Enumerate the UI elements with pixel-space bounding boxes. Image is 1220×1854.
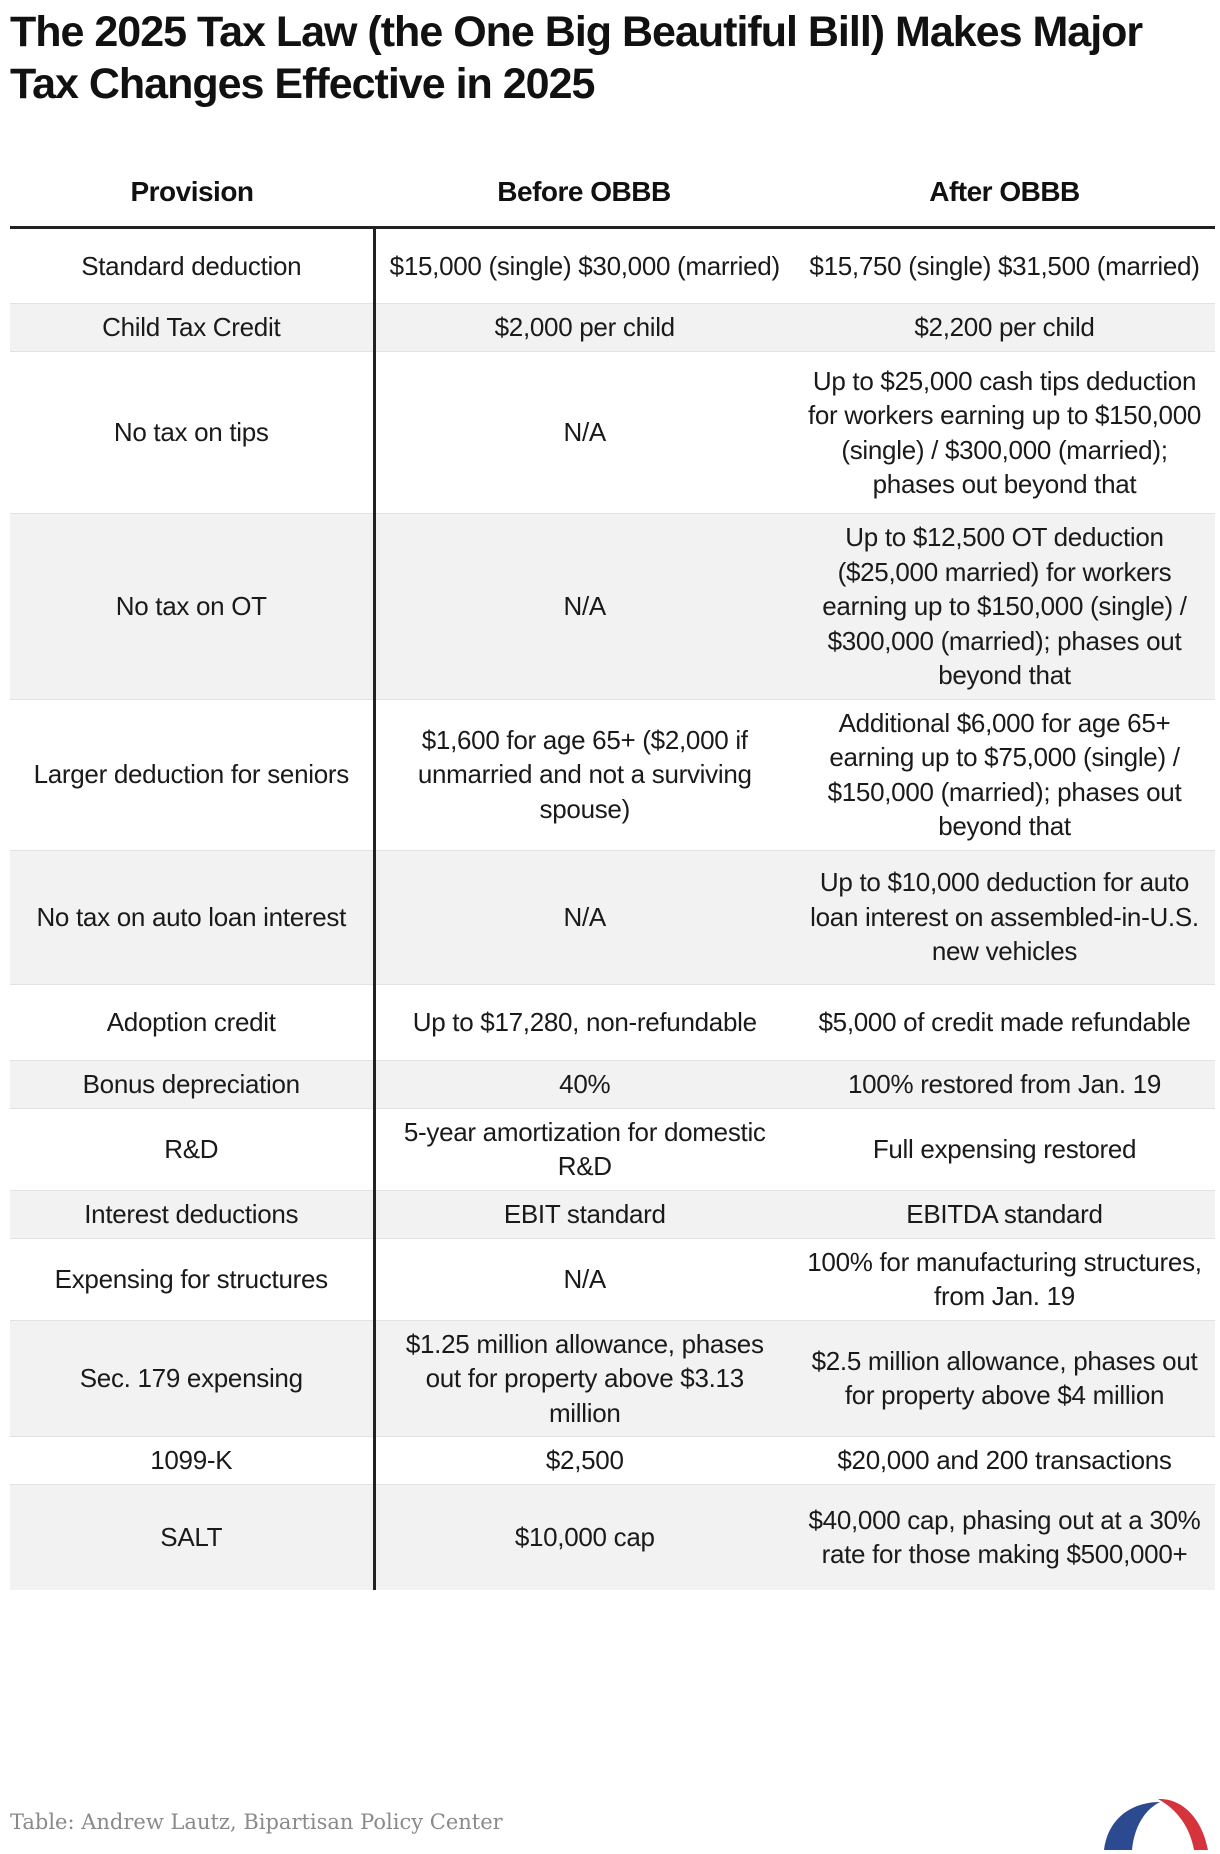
column-header-provision: Provision <box>10 158 374 228</box>
after-cell: $5,000 of credit made refundable <box>794 984 1215 1060</box>
provision-cell: Larger deduction for seniors <box>10 699 374 850</box>
provision-cell: Adoption credit <box>10 984 374 1060</box>
before-cell: $1.25 million allowance, phases out for property above $3.13 million <box>374 1320 794 1437</box>
provision-cell: Sec. 179 expensing <box>10 1320 374 1437</box>
table-row <box>10 984 1215 1060</box>
after-cell: $20,000 and 200 transactions <box>794 1437 1215 1485</box>
table-row <box>10 228 1215 304</box>
before-cell: EBIT standard <box>374 1190 794 1238</box>
table-row <box>10 1485 1215 1590</box>
after-cell: Full expensing restored <box>794 1108 1215 1190</box>
table-row <box>10 1060 1215 1108</box>
after-cell: $2.5 million allowance, phases out for property above $4 million <box>794 1320 1215 1437</box>
after-cell: $40,000 cap, phasing out at a 30% rate for those making $500,000+ <box>794 1485 1215 1590</box>
provision-cell: Interest deductions <box>10 1190 374 1238</box>
tax-changes-table-container <box>10 158 1215 1590</box>
before-cell: $2,000 per child <box>374 304 794 352</box>
provision-cell: No tax on OT <box>10 514 374 700</box>
column-header-after: After OBBB <box>794 158 1215 228</box>
provision-cell: Bonus depreciation <box>10 1060 374 1108</box>
logo-red-arc <box>1158 1799 1208 1850</box>
after-cell: EBITDA standard <box>794 1190 1215 1238</box>
provision-cell: Child Tax Credit <box>10 304 374 352</box>
logo-blue-arc <box>1104 1802 1160 1850</box>
provision-cell: No tax on auto loan interest <box>10 850 374 984</box>
before-cell: 40% <box>374 1060 794 1108</box>
provision-cell: Standard deduction <box>10 228 374 304</box>
table-row <box>10 1238 1215 1320</box>
after-cell: $2,200 per child <box>794 304 1215 352</box>
table-row <box>10 304 1215 352</box>
table-row <box>10 1108 1215 1190</box>
before-cell: 5-year amortization for domestic R&D <box>374 1108 794 1190</box>
tax-changes-table <box>10 158 1215 1590</box>
before-cell: N/A <box>374 514 794 700</box>
bpc-arc-logo-icon <box>1098 1790 1210 1850</box>
provision-cell: Expensing for structures <box>10 1238 374 1320</box>
table-row <box>10 1320 1215 1437</box>
before-cell: N/A <box>374 352 794 514</box>
table-row <box>10 1190 1215 1238</box>
page-title: The 2025 Tax Law (the One Big Beautiful Bill) Makes Major Tax Changes Effective in 2025 <box>10 8 1143 108</box>
provision-cell: No tax on tips <box>10 352 374 514</box>
after-cell: 100% restored from Jan. 19 <box>794 1060 1215 1108</box>
before-cell: $2,500 <box>374 1437 794 1485</box>
after-cell: 100% for manufacturing structures, from Jan. 19 <box>794 1238 1215 1320</box>
after-cell: Additional $6,000 for age 65+ earning up to $75,000 (single) / $150,000 (married); phases out beyond that <box>794 699 1215 850</box>
after-cell: $15,750 (single) $31,500 (married) <box>809 250 1200 281</box>
after-cell: Up to $12,500 OT deduction ($25,000 married) for workers earning up to $150,000 (single) / $300,000 (married); phases out beyond that <box>794 514 1215 700</box>
before-cell: $10,000 cap <box>374 1485 794 1590</box>
table-row <box>10 850 1215 984</box>
table-row <box>10 699 1215 850</box>
before-cell: N/A <box>374 850 794 984</box>
provision-cell: 1099-K <box>10 1437 374 1485</box>
before-cell: $1,600 for age 65+ ($2,000 if unmarried and not a surviving spouse) <box>374 699 794 850</box>
provision-cell: SALT <box>10 1485 374 1590</box>
before-cell: $15,000 (single) $30,000 (married) <box>389 250 780 281</box>
source-credit: Table: Andrew Lautz, Bipartisan Policy Center <box>10 1810 503 1834</box>
table-row <box>10 1437 1215 1485</box>
table-row <box>10 514 1215 700</box>
before-cell: Up to $17,280, non-refundable <box>374 984 794 1060</box>
table-header-row <box>10 158 1215 228</box>
provision-cell: R&D <box>10 1108 374 1190</box>
table-row <box>10 352 1215 514</box>
column-header-before: Before OBBB <box>374 158 794 228</box>
after-cell: Up to $25,000 cash tips deduction for workers earning up to $150,000 (single) / $300,000 (married); phases out beyond that <box>794 352 1215 514</box>
before-cell: N/A <box>374 1238 794 1320</box>
after-cell: Up to $10,000 deduction for auto loan interest on assembled-in-U.S. new vehicles <box>794 850 1215 984</box>
